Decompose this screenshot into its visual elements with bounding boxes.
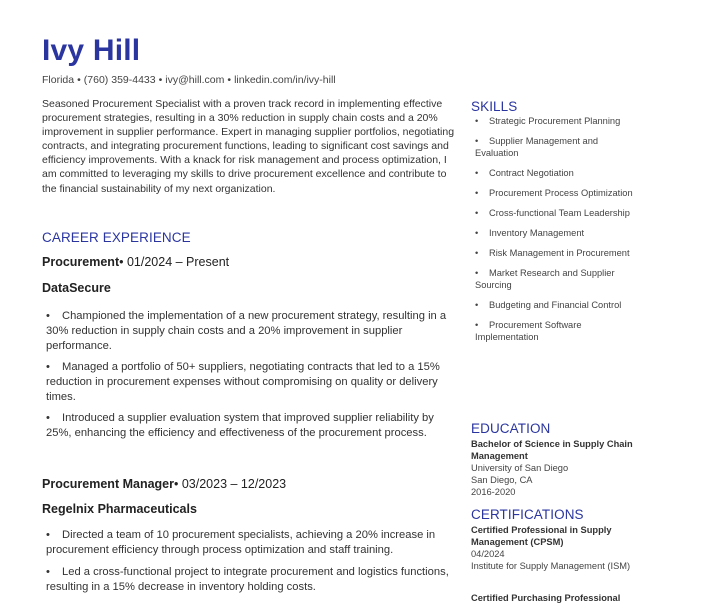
contact-line xyxy=(42,74,336,86)
job-title-line xyxy=(42,255,229,269)
education-heading: EDUCATION xyxy=(471,421,551,436)
bullet-glyph: • xyxy=(46,566,50,578)
school: University of San Diego xyxy=(471,463,569,473)
bullet-glyph: • xyxy=(46,529,50,541)
bullet-glyph: • xyxy=(46,361,50,373)
certification-date: 04/2024 xyxy=(471,549,505,559)
career-experience-heading: CAREER EXPERIENCE xyxy=(42,230,191,245)
skill-item xyxy=(475,167,635,179)
job-bullet xyxy=(46,360,454,406)
skill-text: Supplier Management and Evaluation xyxy=(475,136,599,158)
certifications-heading: CERTIFICATIONS xyxy=(471,507,584,522)
bullet-glyph: • xyxy=(475,208,479,218)
skills-heading: SKILLS xyxy=(471,99,518,114)
contact-email: ivy@hill.com xyxy=(165,74,225,86)
skill-text: Contract Negotiation xyxy=(489,168,574,178)
bullet-glyph: • xyxy=(475,116,479,126)
contact-location: Florida xyxy=(42,74,75,86)
bullet-text: Directed a team of 10 procurement specialists, achieving a 20% increase in procurement efficiency through process optimization and staff training. xyxy=(46,529,436,557)
job-bullet xyxy=(46,309,454,355)
certification-name: Certified Purchasing Professional xyxy=(471,593,621,603)
contact-separator: • xyxy=(77,74,81,86)
job-title: Procurement Manager xyxy=(42,477,174,491)
contact-separator: • xyxy=(158,74,163,86)
contact-linkedin: linkedin.com/in/ivy-hill xyxy=(234,74,336,86)
job-dates: • 01/2024 – Present xyxy=(119,255,230,269)
skill-text: Budgeting and Financial Control xyxy=(489,300,622,310)
skill-item xyxy=(475,267,635,291)
skill-item xyxy=(475,135,635,159)
contact-separator: • xyxy=(227,74,232,86)
job-title-line xyxy=(42,477,286,491)
skill-text: Risk Management in Procurement xyxy=(489,248,630,258)
skill-item xyxy=(475,247,635,259)
skill-item xyxy=(475,227,635,239)
bullet-glyph: • xyxy=(475,268,479,278)
certification-entry xyxy=(471,592,641,604)
skill-item xyxy=(475,299,635,311)
school-location: San Diego, CA xyxy=(471,475,533,485)
bullet-glyph: • xyxy=(475,248,479,258)
skill-text: Procurement Software Implementation xyxy=(475,320,582,342)
skill-item xyxy=(475,187,635,199)
professional-summary: Seasoned Procurement Specialist with a proven track record in implementing effective procurement strategies, resulting in a 30% reduction in supply chain costs and a 20% improvement in supplier performance. Expert in managing supplier portfolios, negotiating contracts, and integrating procurement functions, leading to significant cost savings and efficiency improvements. With a knack for risk management and process optimization, I am committed to leveraging my skills to drive procurement excellence and contribute to the financial sustainability of my next organization. xyxy=(42,98,455,195)
skill-item xyxy=(475,319,635,343)
contact-phone: (760) 359-4433 xyxy=(83,74,156,86)
job-bullet xyxy=(46,528,454,558)
job-bullet xyxy=(46,411,454,441)
skill-text: Procurement Process Optimization xyxy=(489,188,633,198)
certification-entry xyxy=(471,524,641,572)
job-bullet xyxy=(46,565,454,595)
candidate-name: Ivy Hill xyxy=(42,34,141,67)
bullet-glyph: • xyxy=(475,136,479,146)
education-dates: 2016-2020 xyxy=(471,487,516,497)
bullet-text: Led a cross-functional project to integrate procurement and logistics functions, resulting in a 15% decrease in inventory holding costs. xyxy=(46,566,449,594)
skill-text: Strategic Procurement Planning xyxy=(489,116,621,126)
bullet-text: Introduced a supplier evaluation system that improved supplier reliability by 25%, enhancing the efficiency and effectiveness of the procurement process. xyxy=(46,412,434,440)
education-entry xyxy=(471,438,641,498)
certification-name: Certified Professional in Supply Management (CPSM) xyxy=(471,525,612,547)
bullet-glyph: • xyxy=(475,188,479,198)
company-name: Regelnix Pharmaceuticals xyxy=(42,502,197,516)
job-dates: • 03/2023 – 12/2023 xyxy=(173,477,287,491)
certification-issuer: Institute for Supply Management (ISM) xyxy=(471,561,631,571)
bullet-text: Managed a portfolio of 50+ suppliers, negotiating contracts that led to a 15% reduction in procurement expenses without compromising on quality or delivery times. xyxy=(46,361,440,404)
bullet-text: Championed the implementation of a new procurement strategy, resulting in a 30% reduction in supply chain costs and a 20% improvement in supplier performance. xyxy=(46,310,447,353)
bullet-glyph: • xyxy=(475,300,479,310)
skill-item xyxy=(475,207,635,219)
skills-list xyxy=(475,115,635,351)
bullet-glyph: • xyxy=(475,320,479,330)
skill-item xyxy=(475,115,635,127)
job-title: Procurement xyxy=(42,255,120,269)
bullet-glyph: • xyxy=(475,228,479,238)
company-name: DataSecure xyxy=(42,281,111,295)
skill-text: Market Research and Supplier Sourcing xyxy=(475,268,615,290)
bullet-glyph: • xyxy=(475,168,479,178)
bullet-glyph: • xyxy=(46,310,50,322)
skill-text: Inventory Management xyxy=(489,228,585,238)
bullet-glyph: • xyxy=(46,412,50,424)
skill-text: Cross-functional Team Leadership xyxy=(489,208,630,218)
degree: Bachelor of Science in Supply Chain Management xyxy=(471,439,633,461)
